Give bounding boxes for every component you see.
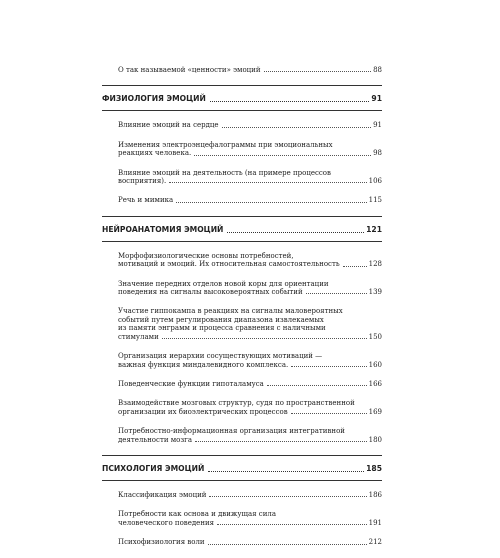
toc-entry-text: деятельности мозга	[118, 435, 193, 444]
toc-entry	[118, 352, 382, 369]
toc-leader-dots	[210, 101, 370, 102]
toc-entry	[118, 538, 382, 546]
toc-page-number: 115	[368, 196, 382, 205]
toc-page-number: 91	[373, 121, 382, 130]
toc-leader-dots	[222, 127, 372, 128]
toc-entry-last-line	[118, 177, 382, 185]
toc-leader-dots	[291, 413, 367, 414]
toc-entry-last-line	[118, 149, 382, 157]
toc-page-number: 186	[368, 490, 382, 499]
toc-entry	[118, 66, 382, 74]
toc-entry-text: поведения на сигналы высоковероятных событий	[118, 288, 303, 297]
toc-leader-dots	[209, 496, 366, 497]
toc-page-number: 88	[373, 66, 382, 74]
toc-entry	[118, 280, 382, 297]
toc-entry-text: О так называемой «ценности» эмоций	[118, 66, 261, 74]
toc-entry-last-line	[118, 260, 382, 268]
toc-entry	[118, 252, 382, 269]
toc-entry-text: стимулами	[118, 332, 159, 341]
toc-leader-dots	[162, 338, 367, 339]
toc-page-number: 160	[368, 360, 382, 369]
toc-entry-last-line	[118, 333, 382, 341]
toc-page-number: 121	[366, 224, 382, 234]
toc-leader-dots	[227, 232, 364, 233]
toc-page-number: 150	[368, 332, 382, 341]
toc-leader-dots	[306, 293, 367, 294]
toc-entry	[118, 307, 382, 341]
toc-entry-last-line	[118, 538, 382, 546]
toc-entry-text: Влияние эмоций на сердце	[118, 121, 219, 130]
toc-entry-text: Потребности как основа и движущая сила	[118, 510, 276, 519]
toc-entry	[118, 141, 382, 158]
toc-entry	[118, 196, 382, 204]
toc-entry	[118, 121, 382, 129]
toc-leader-dots	[343, 266, 367, 267]
toc-entry	[118, 380, 382, 388]
toc-page-number: 91	[371, 94, 382, 104]
toc-entry-last-line	[118, 121, 382, 129]
toc-entry-text: реакциях человека.	[118, 149, 192, 158]
toc-entry-text: из памяти энграмм и процесса сравнения с наличными	[118, 324, 326, 333]
toc-leader-dots	[217, 524, 367, 525]
toc-entry	[118, 491, 382, 499]
toc-entry-text: Изменения электроэнцефалограммы при эмоциональных	[118, 140, 333, 149]
toc-entry-last-line	[118, 519, 382, 527]
toc-section-title: ПСИХОЛОГИЯ ЭМОЦИЙ	[102, 463, 205, 473]
toc-leader-dots	[264, 71, 372, 72]
toc-entry	[118, 399, 382, 416]
toc-entry-text: Потребностно-информационная организация интегративной	[118, 427, 345, 436]
table-of-contents	[102, 66, 382, 558]
toc-section	[102, 455, 382, 481]
toc-entry-text: Морфофизиологические основы потребностей,	[118, 251, 294, 260]
toc-leader-dots	[176, 202, 366, 203]
toc-entry-last-line	[118, 361, 382, 369]
toc-entry-text: Участие гиппокампа в реакциях на сигналы маловероятных	[118, 307, 343, 316]
toc-entry-last-line	[118, 66, 382, 74]
toc-leader-dots	[208, 471, 364, 472]
toc-page-number: 180	[368, 435, 382, 444]
toc-section-title: НЕЙРОАНАТОМИЯ ЭМОЦИЙ	[102, 224, 224, 234]
toc-section-title: ФИЗИОЛОГИЯ ЭМОЦИЙ	[102, 94, 206, 104]
toc-page-number: 166	[368, 379, 382, 388]
toc-entry-last-line	[118, 380, 382, 388]
toc-entry-text: Классификация эмоций	[118, 490, 207, 499]
toc-entry-text: организации их биоэлектрических процессов	[118, 407, 288, 416]
toc-entry-last-line	[118, 288, 382, 296]
toc-entry-text: Влияние эмоций на деятельность (на примере процессов	[118, 168, 331, 177]
toc-leader-dots	[169, 182, 366, 183]
toc-entry-text: Взаимодействие мозговых структур, судя по пространственной	[118, 399, 355, 408]
toc-entry-last-line	[118, 491, 382, 499]
toc-entry-last-line	[118, 196, 382, 204]
toc-entry	[118, 510, 382, 527]
toc-entry-text: Психофизиология воли	[118, 538, 205, 547]
toc-page-number: 169	[368, 407, 382, 416]
toc-leader-dots	[194, 155, 371, 156]
toc-leader-dots	[291, 366, 366, 367]
toc-page-number: 98	[373, 149, 382, 158]
toc-leader-dots	[195, 441, 367, 442]
toc-entry-last-line	[118, 408, 382, 416]
toc-entry-text: мотиваций и эмоций. Их относительная самостоятельность	[118, 260, 340, 269]
toc-leader-dots	[208, 544, 367, 545]
toc-page-number: 128	[368, 260, 382, 269]
toc-leader-dots	[267, 385, 367, 386]
toc-entry-text: событий путем регулирования диапазона извлекаемых	[118, 315, 324, 324]
toc-section	[102, 85, 382, 111]
toc-entry-text: восприятия).	[118, 177, 167, 186]
toc-entry-text: человеческого поведения	[118, 518, 215, 527]
toc-entry-text: Поведенческие функции гипоталамуса	[118, 379, 264, 388]
toc-entry	[118, 427, 382, 444]
toc-entry	[118, 169, 382, 186]
toc-entry-text: Организация иерархии сосуществующих мотиваций —	[118, 352, 323, 361]
toc-entry-text: Значение передних отделов новой коры для ориентации	[118, 279, 329, 288]
toc-page-number: 139	[368, 288, 382, 297]
toc-page-number: 212	[368, 538, 382, 547]
toc-entry-text: важная функция миндалевидного комплекса.	[118, 360, 289, 369]
toc-entry-text: Речь и мимика	[118, 196, 174, 205]
toc-page-number: 191	[368, 518, 382, 527]
toc-section	[102, 216, 382, 242]
toc-page-number: 106	[368, 177, 382, 186]
toc-page-number: 185	[366, 463, 382, 473]
toc-entry-last-line	[118, 436, 382, 444]
